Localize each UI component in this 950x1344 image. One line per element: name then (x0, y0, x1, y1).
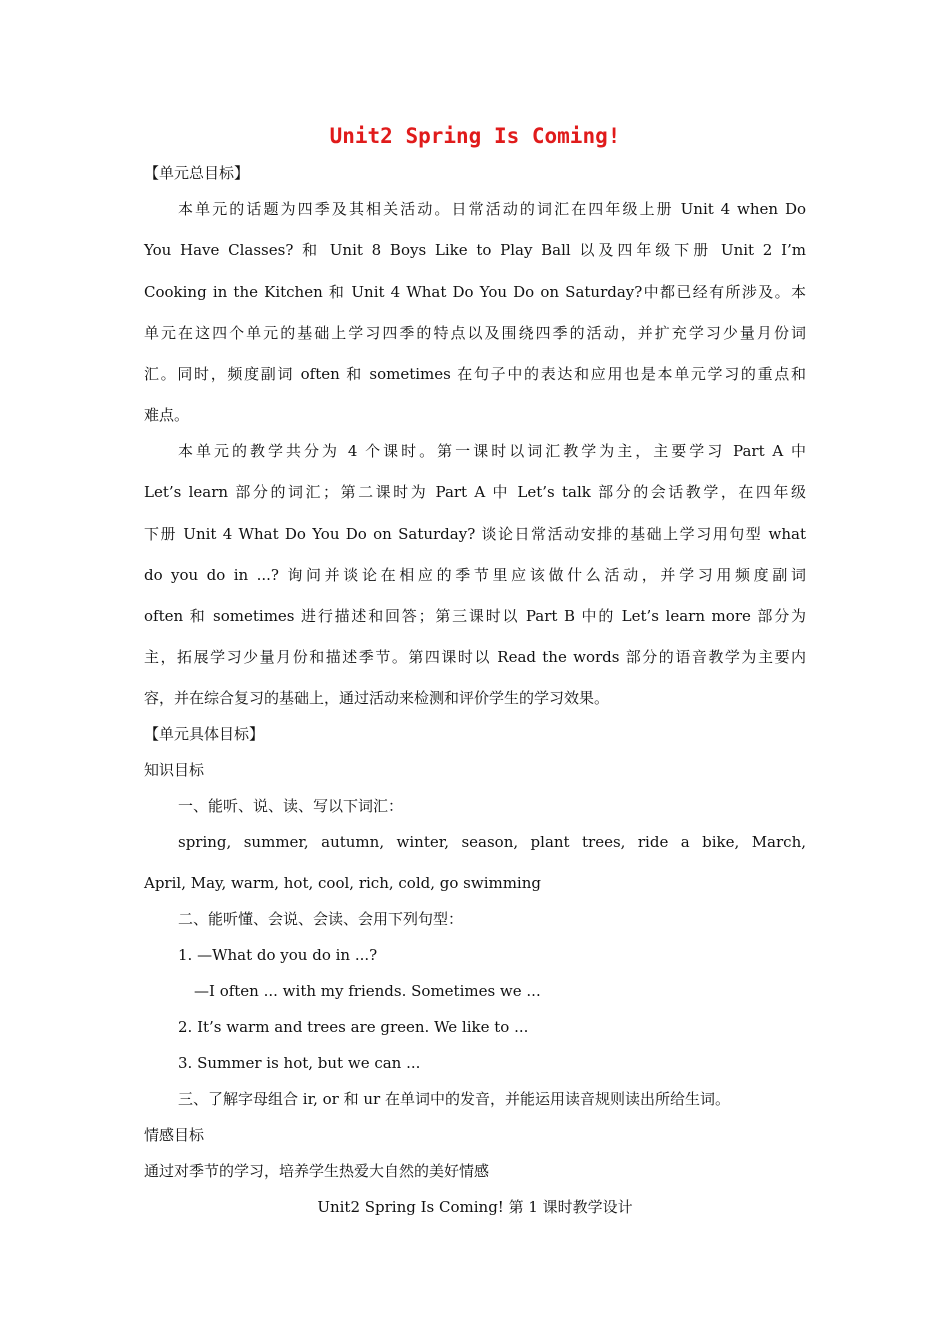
phonics-goal: 三、了解字母组合 ir, or 和 ur 在单词中的发音，并能运用读音规则读出所给生词。 (178, 1090, 730, 1108)
vocabulary-words-line: spring, summer, autumn, winter, season, plant trees, ride a bike, March, (178, 833, 806, 851)
overview-paragraph-1-line: 难点。 (144, 406, 190, 424)
knowledge-goal-heading: 知识目标 (144, 761, 205, 779)
vocabulary-item-title: 一、能听、说、读、写以下词汇： (178, 797, 404, 815)
overview-paragraph-2-line: 下册 Unit 4 What Do You Do on Saturday? 谈论日常活动安排的基础上学习用句型 what (144, 525, 806, 543)
overview-paragraph-2-line: do you do in ...? 询问并谈论在相应的季节里应该做什么活动，并学习用频度副词 (144, 566, 806, 584)
overview-paragraph-1-line: 本单元的话题为四季及其相关活动。日常活动的词汇在四年级上册 Unit 4 when Do (178, 200, 806, 218)
overview-paragraph-2-line: 本单元的教学共分为 4 个课时。第一课时以词汇教学为主，主要学习 Part A 中 (178, 442, 806, 460)
sentence-patterns-title: 二、能听懂、会说、会读、会用下列句型： (178, 910, 464, 928)
overview-paragraph-1-line: Cooking in the Kitchen 和 Unit 4 What Do You Do on Saturday?中都已经有所涉及。本 (144, 283, 806, 301)
document-title: Unit2 Spring Is Coming! (329, 124, 621, 148)
overview-paragraph-1-line: You Have Classes? 和 Unit 8 Boys Like to Play Ball 以及四年级下册 Unit 2 I’m (144, 241, 806, 259)
vocabulary-words-line: April, May, warm, hot, cool, rich, cold, go swimming (144, 874, 541, 892)
overview-paragraph-2-line: 主，拓展学习少量月份和描述季节。第四课时以 Read the words 部分的语音教学为主要内 (144, 648, 806, 666)
overview-paragraph-2-line: Let’s learn 部分的词汇；第二课时为 Part A 中 Let’s talk 部分的会话教学，在四年级 (144, 483, 806, 501)
overview-paragraph-1-line: 单元在这四个单元的基础上学习四季的特点以及围绕四季的活动，并扩充学习少量月份词 (144, 324, 806, 342)
section-heading-specific-goal: 【单元具体目标】 (144, 725, 265, 743)
sentence-pattern-1-question: 1. —What do you do in ...? (178, 946, 378, 964)
section-heading-overall-goal: 【单元总目标】 (144, 164, 250, 182)
overview-paragraph-2-line: 容，并在综合复习的基础上，通过活动来检测和评价学生的学习效果。 (144, 689, 610, 707)
emotion-goal-text: 通过对季节的学习，培养学生热爱大自然的美好情感 (144, 1162, 490, 1180)
overview-paragraph-2-line: often 和 sometimes 进行描述和回答；第三课时以 Part B 中的 Let’s learn more 部分为 (144, 607, 806, 625)
sentence-pattern-1-answer: —I often ... with my friends. Sometimes we ... (194, 982, 541, 1000)
lesson-1-design-heading: Unit2 Spring Is Coming! 第 1 课时教学设计 (317, 1198, 633, 1216)
emotion-goal-heading: 情感目标 (144, 1126, 205, 1144)
sentence-pattern-3: 3. Summer is hot, but we can ... (178, 1054, 421, 1072)
overview-paragraph-1-line: 汇。同时，频度副词 often 和 sometimes 在句子中的表达和应用也是本单元学习的重点和 (144, 365, 806, 383)
sentence-pattern-2: 2. It’s warm and trees are green. We like to ... (178, 1018, 529, 1036)
